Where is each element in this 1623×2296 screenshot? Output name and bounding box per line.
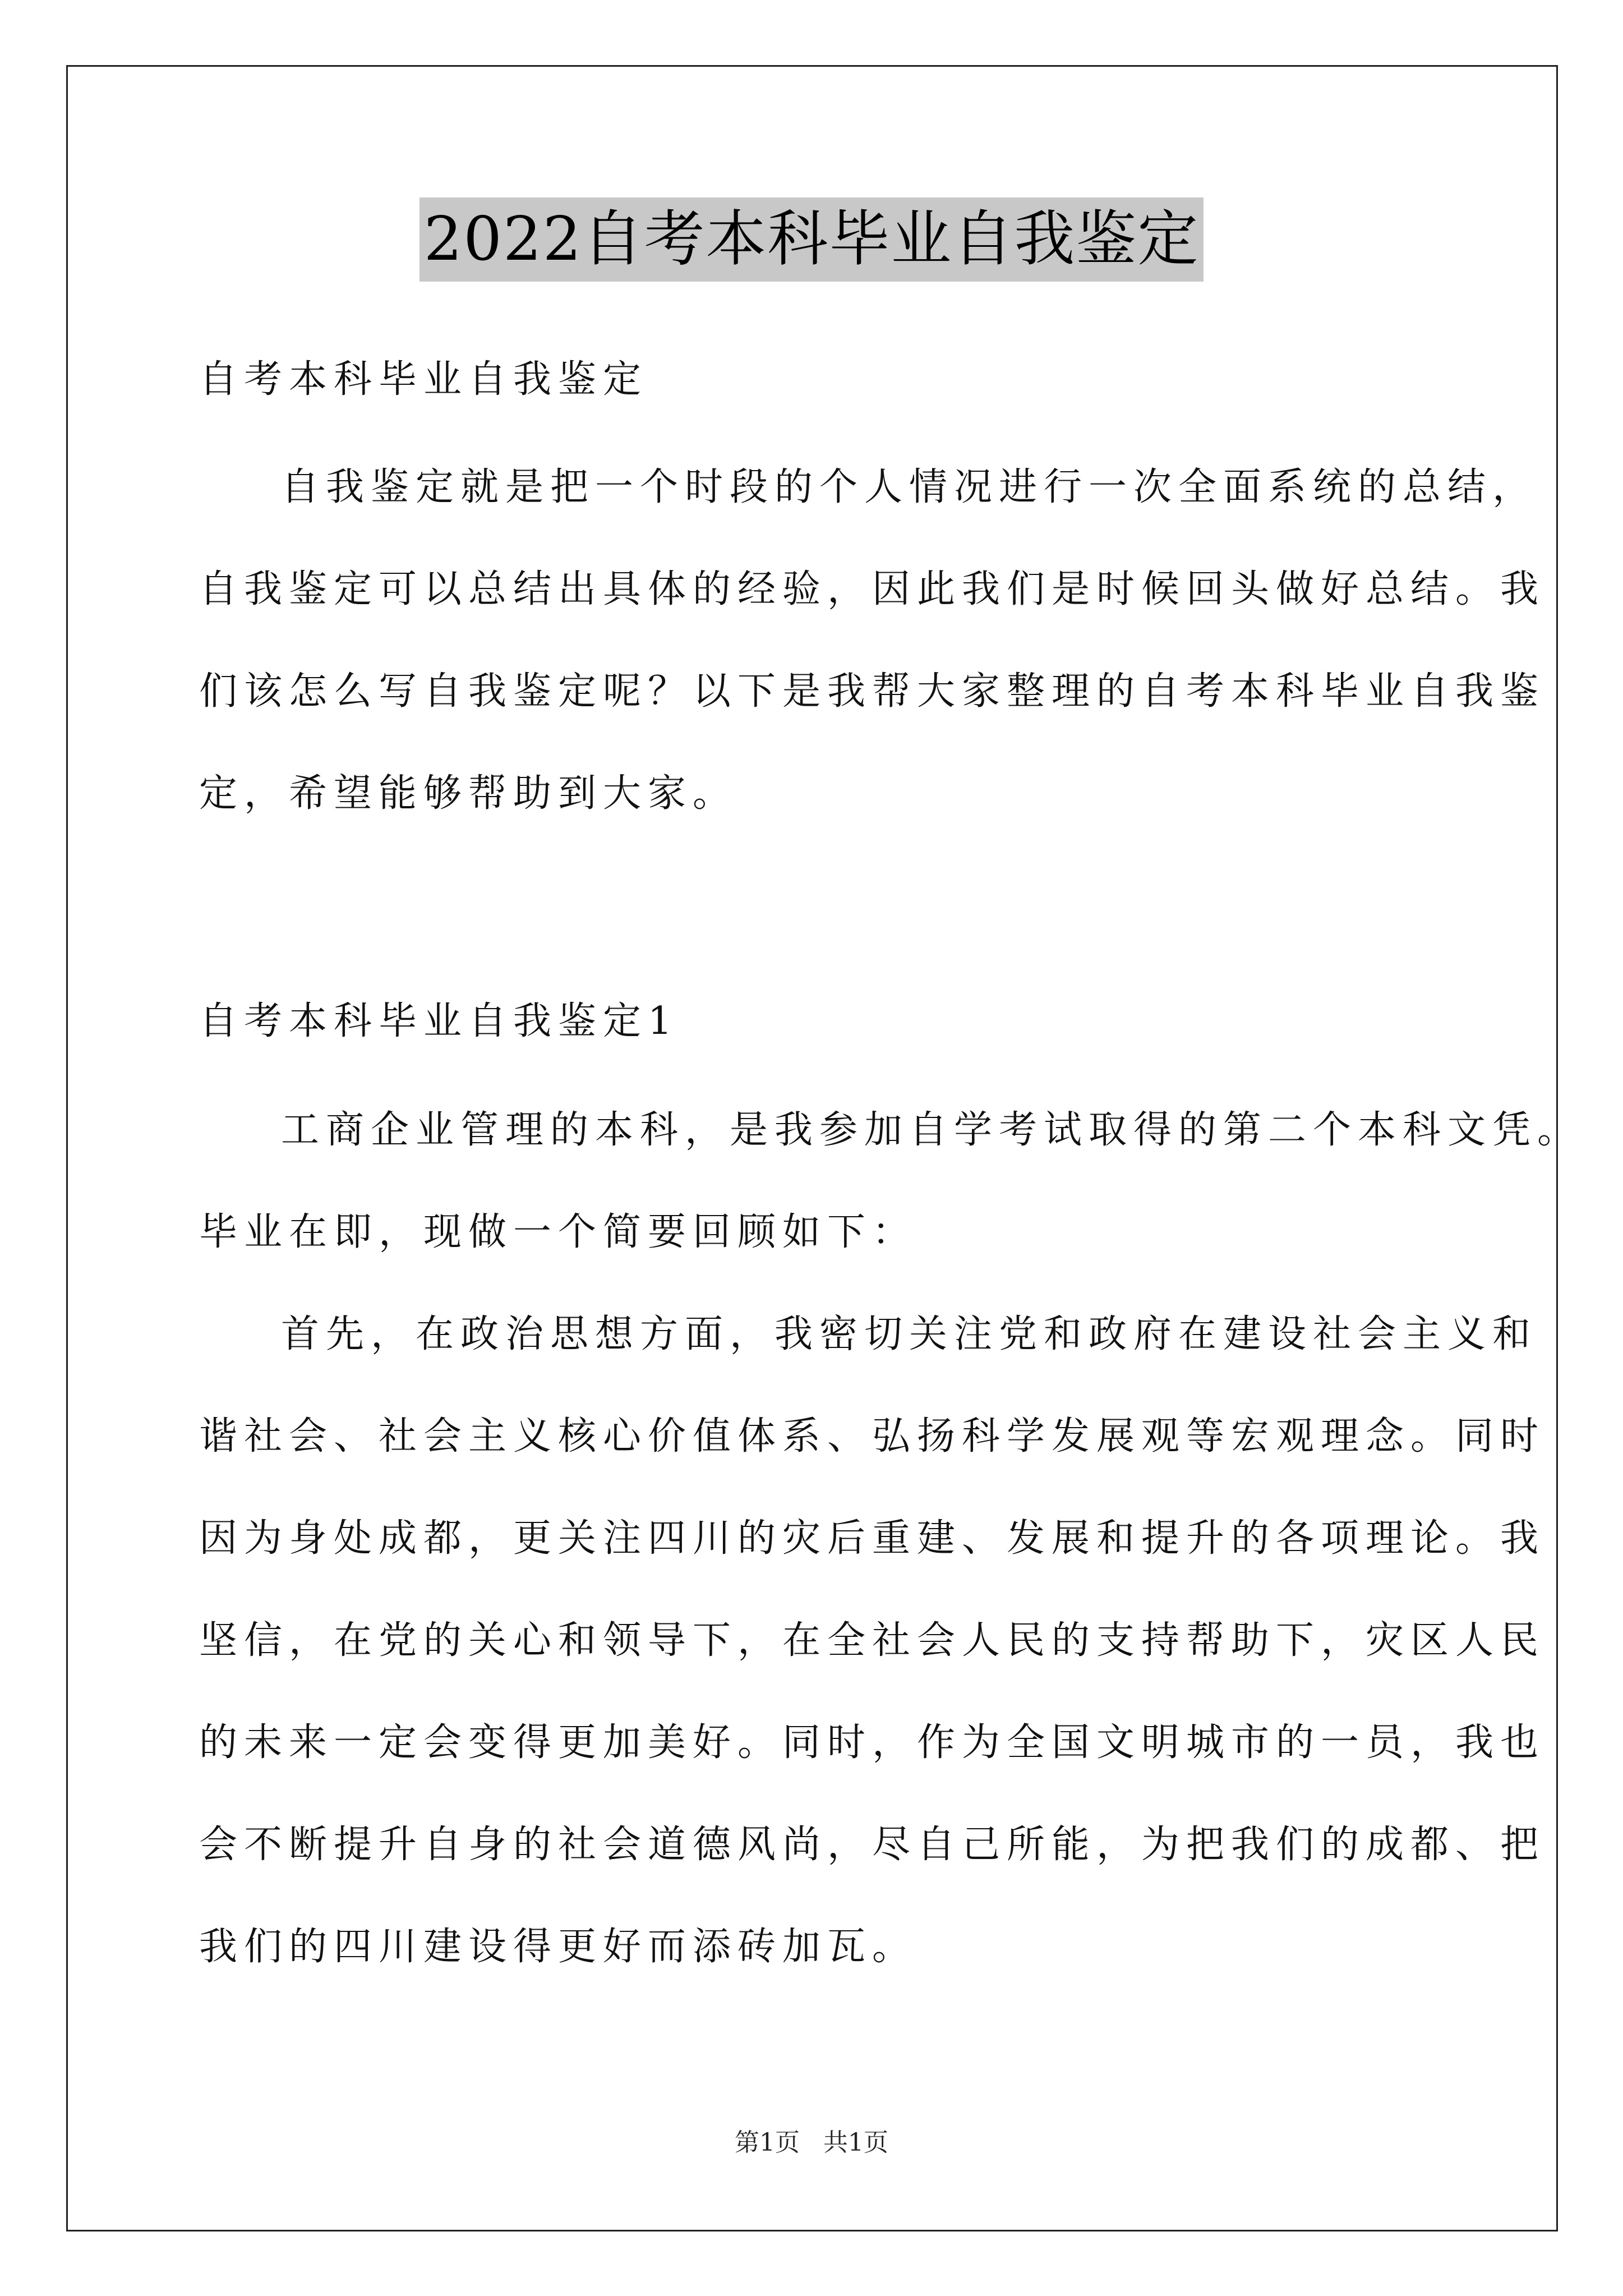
- paragraph-line: 工商企业管理的本科，是我参加自学考试取得的第二个本科文凭。: [281, 1108, 1583, 1152]
- paragraph-line: 会不断提升自身的社会道德风尚，尽自己所能，为把我们的成都、把: [199, 1823, 1546, 1867]
- section-heading: 自考本科毕业自我鉴定1: [199, 999, 679, 1043]
- paragraph-line: 定，希望能够帮助到大家。: [199, 771, 738, 816]
- page-number: 第1页: [735, 2128, 800, 2157]
- title-container: [0, 197, 1623, 282]
- paragraph-line: 因为身处成都，更关注四川的灾后重建、发展和提升的各项理论。我: [199, 1516, 1546, 1561]
- document-title: 2022自考本科毕业自我鉴定: [419, 197, 1204, 282]
- page-total: 共1页: [823, 2128, 888, 2157]
- paragraph-line: 自我鉴定就是把一个时段的个人情况进行一次全面系统的总结，: [281, 465, 1538, 509]
- paragraph-line: 们该怎么写自我鉴定呢？以下是我帮大家整理的自考本科毕业自我鉴: [199, 669, 1546, 714]
- page-footer: [0, 2126, 1623, 2160]
- paragraph-line: 谐社会、社会主义核心价值体系、弘扬科学发展观等宏观理念。同时: [199, 1414, 1546, 1458]
- paragraph-line: 的未来一定会变得更加美好。同时，作为全国文明城市的一员，我也: [199, 1720, 1546, 1765]
- paragraph-line: 首先，在政治思想方面，我密切关注党和政府在建设社会主义和: [281, 1312, 1538, 1356]
- paragraph-line: 我们的四川建设得更好而添砖加瓦。: [199, 1925, 917, 1969]
- section-heading: 自考本科毕业自我鉴定: [199, 357, 648, 402]
- paragraph-line: 坚信，在党的关心和领导下，在全社会人民的支持帮助下，灾区人民: [199, 1618, 1546, 1663]
- paragraph-line: 自我鉴定可以总结出具体的经验，因此我们是时候回头做好总结。我: [199, 567, 1546, 611]
- paragraph-line: 毕业在即，现做一个简要回顾如下：: [199, 1210, 917, 1254]
